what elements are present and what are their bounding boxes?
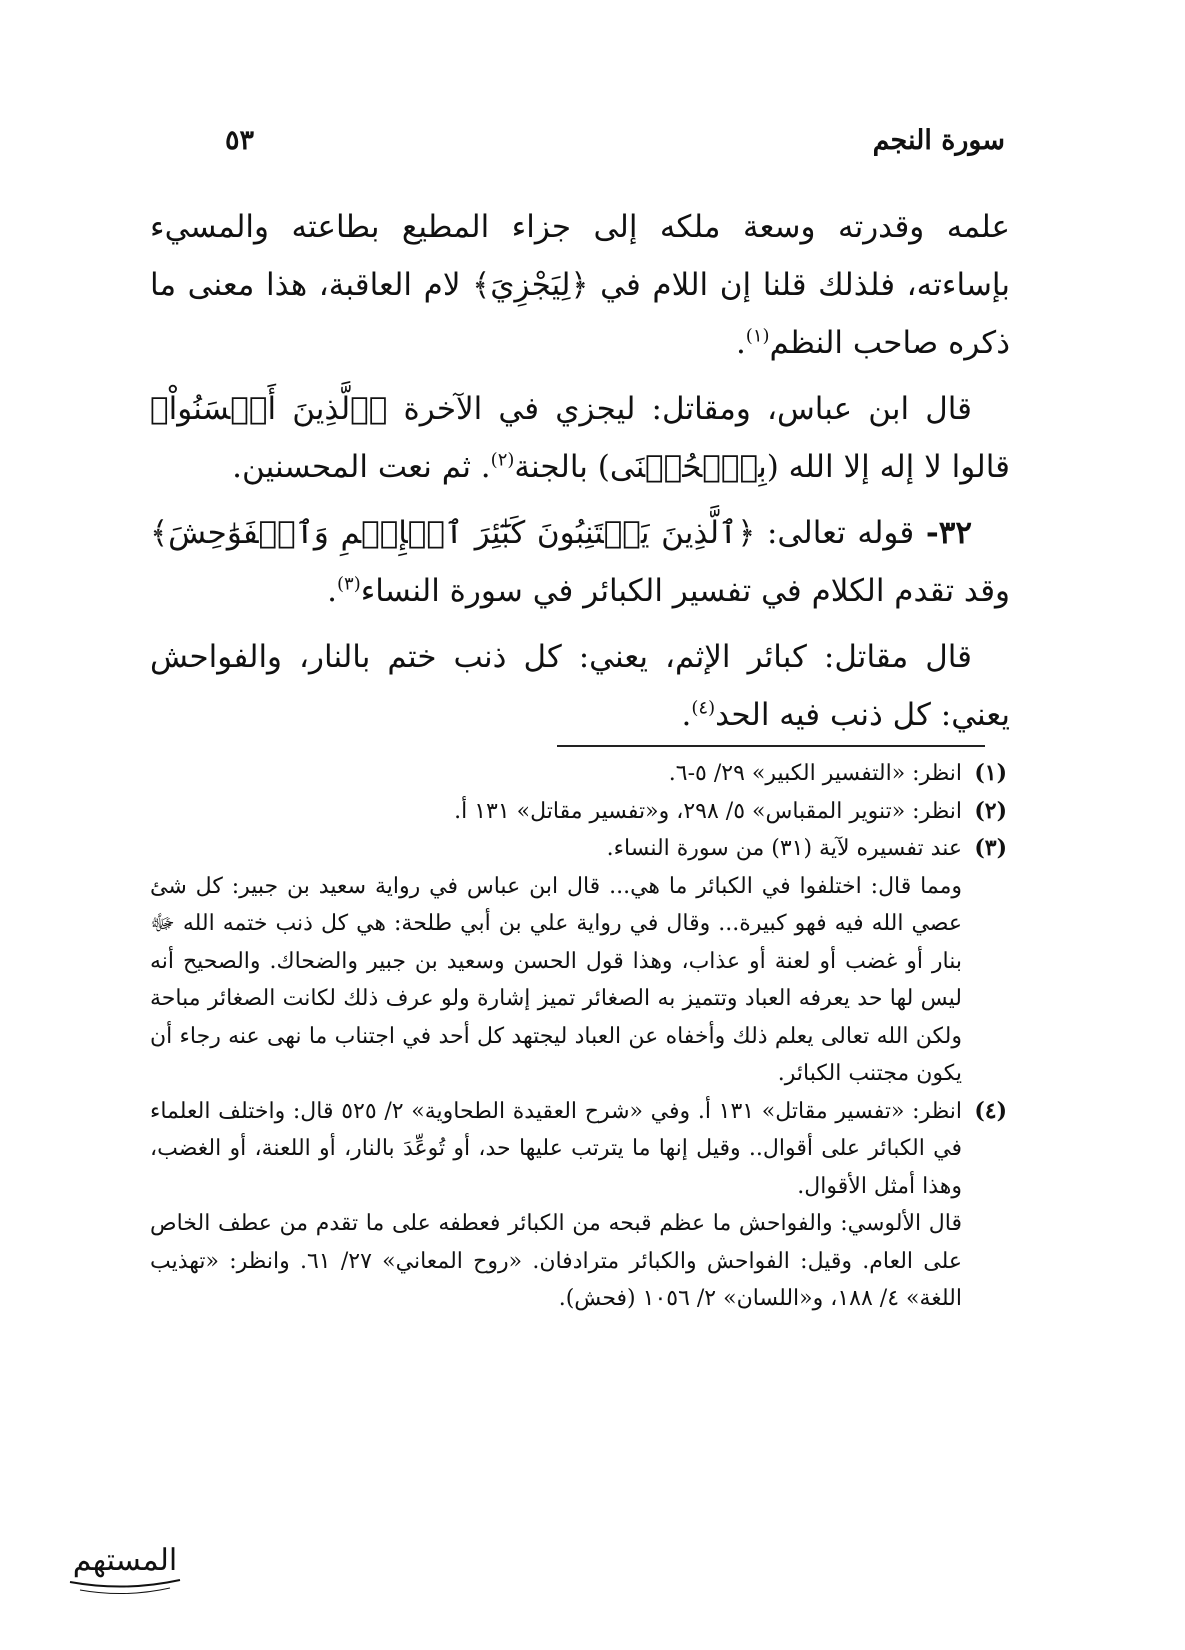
page-header [225, 120, 1005, 160]
page-title: سورة النجم [872, 124, 1005, 156]
footnote-4-continuation: قال الألوسي: والفواحش ما عظم قبحه من الكبائر فعطفه على ما تقدم من عطف الخاص على العام. وقيل: الفواحش والكبائر مترادفان. «روح المعاني» ٢٧/ ٦١. وانظر: «تهذيب اللغة» ٤/ ١٨٨، و«اللسان» ٢/ ١٠٥٦ (فحش). [150, 1211, 963, 1311]
footnote-4 [150, 1093, 1007, 1206]
footnote-3-number: (٣) [974, 835, 1007, 861]
paragraph-2-text: قال ابن عباس، ومقاتل: ليجزي في الآخرة ﴿ٱلَّذِينَ أَحۡسَنُواْ﴾ قالوا لا إله إلا الله (بِٱلۡحُسۡنَى) بالجنة [150, 391, 1010, 485]
footnote-2-text: انظر: «تنوير المقباس» ٥/ ٢٩٨، و«تفسير مقاتل» ١٣١ أ. [454, 798, 962, 824]
footnote-2-number: (٢) [974, 797, 1007, 824]
paragraph-4: قال مقاتل: كبائر الإثم، يعني: كل ذنب ختم بالنار، والفواحش يعني: كل ذنب فيه الحد$^{(٤)}$. [150, 639, 1010, 733]
paragraph-1: علمه وقدرته وسعة ملكه إلى جزاء المطيع بطاعته والمسيء بإساءته، فلذلك قلنا إن اللام في ﴿لِيَجْزِيَ﴾ لام العاقبة، هذا معنى ما ذكره صاحب النظم$^{(١)}$. [150, 209, 1010, 361]
footnote-ref-4: (٤) [691, 697, 716, 719]
footnote-3-continuation: ومما قال: اختلفوا في الكبائر ما هي... قال ابن عباس في رواية سعيد بن جبير: كل شئ عصي الله فيه فهو كبيرة... وقال في رواية علي بن أبي طلحة: هي كل ذنب ختمه الله ﷻ بنار أو غضب أو لعنة أو عذاب، وهذا قول الحسن وسعيد بن جبير والضحاك. والصحيح أنه ليس لها حد يعرفه العباد وتتميز به الصغائر تميز إشارة ولو عرف ذلك لكانت الصغائر مباحة ولكن الله تعالى يعلم ذلك وأخفاه عن العباد ليجتهد كل أحد في اجتناب ما نهى عنه رجاء أن يكون مجتنب الكبائر. [150, 873, 962, 1086]
footnote-1-number: (١) [974, 760, 1007, 786]
paragraph-2-tail: . ثم نعت المحسنين. [232, 449, 491, 485]
footnote-ref-1: (١) [745, 325, 770, 347]
footnote-divider [557, 745, 985, 747]
publisher-logo-text: المستهم [72, 1543, 178, 1578]
footnote-2 [150, 793, 1007, 831]
paragraph-3: ٣٢- قوله تعالى: ﴿ٱلَّذِينَ يَجۡتَنِبُونَ كَبَٰٓئِرَ ٱلۡإِثۡمِ وَٱلۡفَوَٰحِشَ﴾ وقد تقدم الكلام في تفسير الكبائر في سورة النساء$^{(٣)}$. [150, 515, 1010, 609]
publisher-logo [55, 1532, 195, 1602]
paragraph-4-text: قال مقاتل: كبائر الإثم، يعني: كل ذنب ختم بالنار، والفواحش يعني: كل ذنب فيه الحد [150, 639, 1010, 733]
footnote-ref-2: (٢) [490, 449, 515, 471]
logo-underline [80, 1588, 170, 1594]
footnote-3-text: عند تفسيره لآية (٣١) من سورة النساء. [606, 836, 962, 861]
footnotes [150, 755, 1007, 1318]
paragraph-2 [150, 380, 1010, 496]
page-number: ٥٣ [225, 124, 255, 156]
main-text [150, 198, 1010, 752]
logo-flourish [70, 1580, 180, 1587]
footnote-1 [150, 755, 1007, 793]
footnote-ref-3: (٣) [336, 573, 361, 595]
paragraph-1-text: علمه وقدرته وسعة ملكه إلى جزاء المطيع بطاعته والمسيء بإساءته، فلذلك قلنا إن اللام في ﴿لِيَجْزِيَ﴾ لام العاقبة، هذا معنى ما ذكره صاحب النظم [150, 209, 1010, 361]
footnote-1-text: انظر: «التفسير الكبير» ٢٩/ ٥-٦. [668, 761, 962, 786]
footnote-4-text: انظر: «تفسير مقاتل» ١٣١ أ. وفي «شرح العقيدة الطحاوية» ٢/ ٥٢٥ قال: واختلف العلماء في الكبائر على أقوال.. وقيل إنها ما يترتب عليها حد، أو تُوعِّدَ بالنار، أو اللعنة، أو الغضب، وهذا أمثل الأقوال. [150, 1098, 962, 1199]
paragraph-3-text: قوله تعالى: ﴿ٱلَّذِينَ يَجۡتَنِبُونَ كَبَٰٓئِرَ ٱلۡإِثۡمِ وَٱلۡفَوَٰحِشَ﴾ وقد تقدم الكلام في تفسير الكبائر في سورة النساء [150, 515, 1010, 609]
footnote-3 [150, 830, 1007, 868]
verse-number: ٣٢- [925, 515, 972, 551]
footnote-4-number: (٤) [974, 1097, 1007, 1124]
